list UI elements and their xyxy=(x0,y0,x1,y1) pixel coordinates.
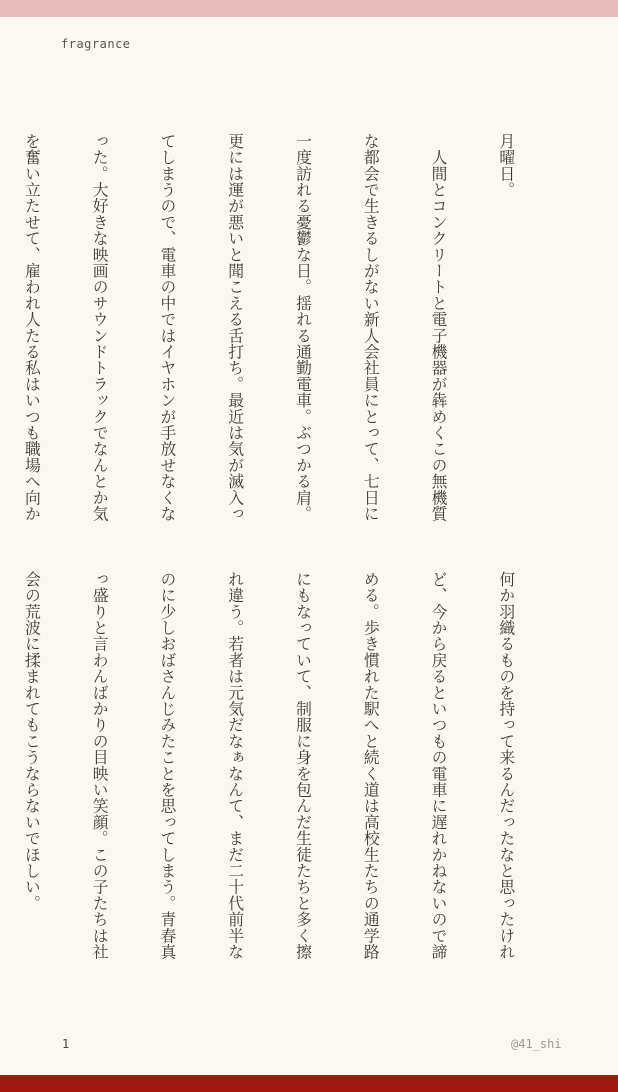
text-line: 人間とコンクリートと電子機器が犇めくこの無機質 xyxy=(429,133,449,522)
text-line: った。大好きな映画のサウンドトラックでなんとか気 xyxy=(90,133,110,522)
text-line: める。歩き慣れた駅へと続く道は高校生たちの通学路 xyxy=(361,571,381,960)
book-title: fragrance xyxy=(61,37,131,51)
author-handle: @41_shi xyxy=(511,1037,562,1051)
text-line: な都会で生きるしがない新人会社員にとって、七日に xyxy=(361,133,381,522)
top-color-band xyxy=(0,0,618,17)
text-column-block-lower xyxy=(0,571,562,1011)
text-line: 月曜日。 xyxy=(496,133,516,198)
text-column-block-upper xyxy=(0,133,562,533)
text-line: ど、今から戻るといつもの電車に遅れかねないので諦 xyxy=(429,571,449,960)
text-line: 何か羽織るものを持って来るんだったなと思ったけれ xyxy=(496,571,516,960)
text-line: れ違う。若者は元気だなぁなんて、まだ二十代前半な xyxy=(225,571,245,960)
bottom-color-band xyxy=(0,1075,618,1092)
text-line: 会の荒波に揉まれてもこうならないでほしい。 xyxy=(22,571,42,912)
text-line: てしまうので、電車の中ではイヤホンが手放せなくな xyxy=(157,133,177,522)
text-line: 一度訪れる憂鬱な日。揺れる通勤電車。ぶつかる肩。 xyxy=(293,133,313,522)
text-line: 更には運が悪いと聞こえる舌打ち。最近は気が滅入っ xyxy=(225,133,245,522)
text-line: にもなっていて、制服に身を包んだ生徒たちと多く擦 xyxy=(293,571,313,960)
text-line: っ盛りと言わんばかりの目映い笑顔。この子たちは社 xyxy=(90,571,110,960)
text-line: のに少しおばさんじみたことを思ってしまう。青春真 xyxy=(157,571,177,960)
page-number: 1 xyxy=(62,1037,70,1051)
text-line: を奮い立たせて、雇われ人たる私はいつも職場へ向か xyxy=(22,133,42,522)
